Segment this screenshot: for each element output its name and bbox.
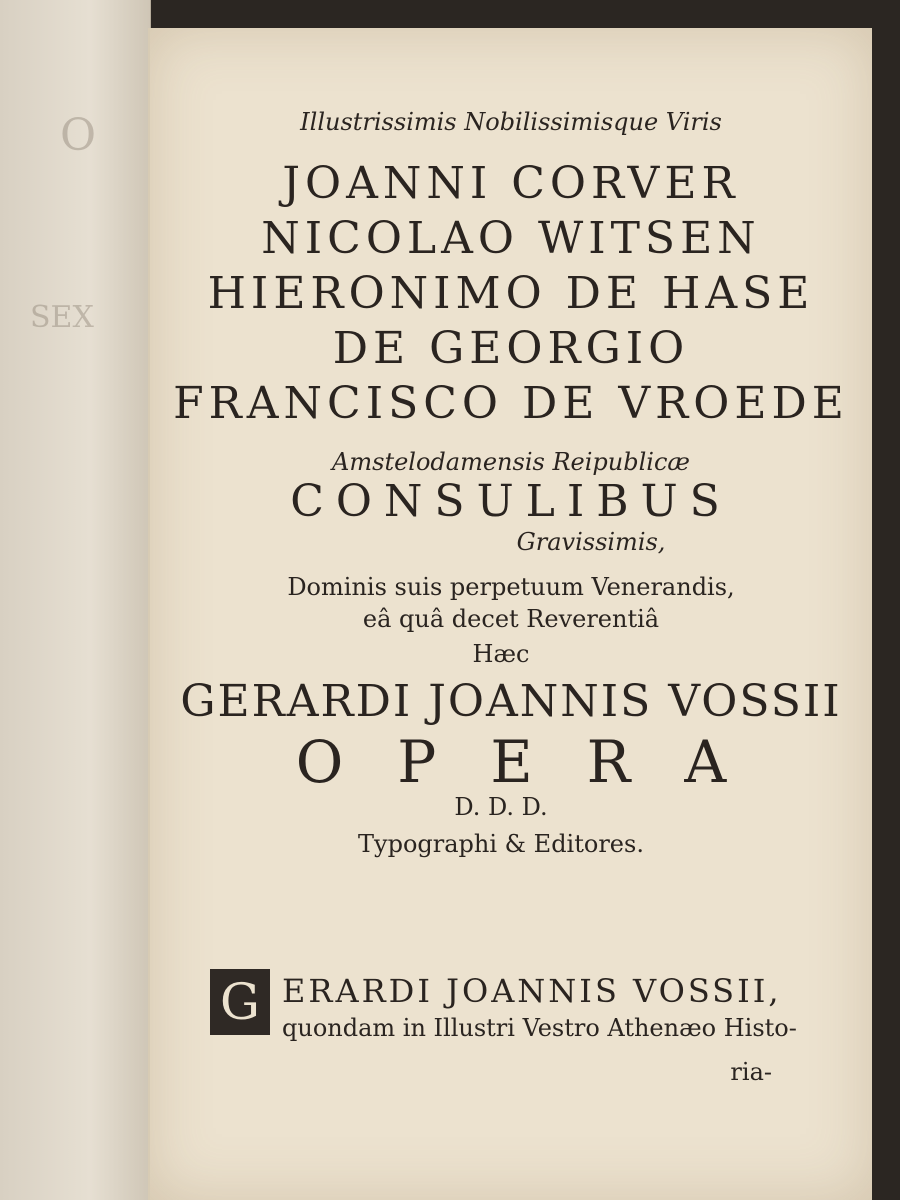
haec-line: Hæc [472, 640, 530, 668]
reverentia-line: eâ quâ decet Reverentiâ [362, 605, 660, 633]
catchword: ria- [730, 1058, 772, 1086]
dedication-intro: Illustrissimis Nobilissimisque Viris [300, 108, 722, 136]
dedicatee-name: HIERONIMO DE HASE [207, 268, 815, 319]
typographi-line: Typographi & Editores. [358, 830, 644, 858]
ddd-line: D. D. D. [454, 793, 548, 821]
left-page-edge [0, 0, 151, 1200]
opera-heading: OPERA [295, 728, 781, 796]
ornamental-dropcap: G [210, 969, 270, 1035]
text-start-line: quondam in Illustri Vestro Athenæo Histo- [282, 1014, 797, 1042]
dedicatee-name: FRANCISCO DE VROEDE [173, 378, 849, 429]
dedicatee-name: JOANNI CORVER [282, 158, 740, 209]
book-page [148, 28, 872, 1200]
text-start-line: ERARDI JOANNIS VOSSII, [282, 972, 782, 1010]
dedicatee-name: DE GEORGIO [332, 323, 690, 374]
dominis-line: Dominis suis perpetuum Venerandis, [287, 573, 735, 601]
republic-line: Amstelodamensis Reipublicæ [332, 448, 690, 476]
gravissimis-line: Gravissimis, [516, 528, 666, 556]
author-heading: GERARDI JOANNIS VOSSII [180, 676, 842, 727]
dedicatee-name: NICOLAO WITSEN [261, 213, 761, 264]
bleed-through-mark: SEX [30, 300, 94, 335]
consulibus-heading: CONSULIBUS [290, 476, 732, 527]
bleed-through-mark: O [60, 110, 97, 161]
